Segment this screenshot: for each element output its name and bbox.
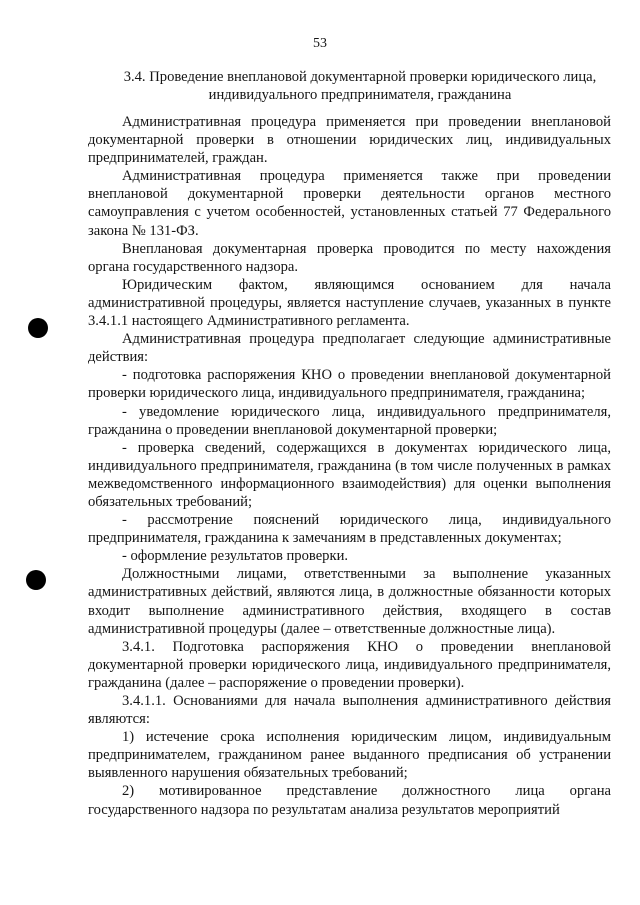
paragraph: Юридическим фактом, являющимся основанием для начала административной процедуры, является наступление случаев, указанных в пункте 3.4.1.1 настоящего Административного регламента. [88, 276, 611, 330]
paragraph: 3.4.1.1. Основаниями для начала выполнения административного действия являются: [88, 693, 611, 728]
section-heading: 3.4. Проведение внеплановой документарной проверки юридического лица, индивидуального предпринимателя, гражданина [123, 69, 597, 103]
paragraph: Внеплановая документарная проверка проводится по месту нахождения органа государственного надзора. [88, 240, 611, 275]
list-item: - рассмотрение пояснений юридического лица, индивидуального предпринимателя, гражданина к замечаниям в представленных документах; [88, 512, 611, 547]
body-text [88, 113, 611, 819]
list-item: - уведомление юридического лица, индивидуального предпринимателя, гражданина о проведении внеплановой документарной проверки; [88, 403, 611, 438]
list-item: - подготовка распоряжения КНО о проведении внеплановой документарной проверки юридического лица, индивидуального предпринимателя, гражданина; [88, 367, 611, 402]
paragraph: 3.4.1. Подготовка распоряжения КНО о проведении внеплановой документарной проверки юридического лица, индивидуального предпринимателя, гражданина (далее – распоряжение о проведении проверки). [88, 638, 611, 691]
paragraph: Административная процедура предполагает следующие административные действия: [88, 331, 611, 366]
list-item: - оформление результатов проверки. [122, 548, 349, 565]
list-item: 2) мотивированное представление должностного лица органа государственного надзора по результатам анализа результатов мероприятий [88, 783, 611, 818]
page-number: 53 [313, 36, 327, 51]
paragraph: Должностными лицами, ответственными за выполнение указанных административных действий, являются лица, в должностные обязанности которых входит выполнение административного действия, входящего в состав административной процедуры (далее – ответственные должностные лица). [88, 566, 611, 637]
punch-hole-mark [26, 570, 46, 590]
list-item: - проверка сведений, содержащихся в документах юридического лица, индивидуального предпринимателя, гражданина (в том числе полученных в рамках межведомственного информационного взаимодействия) для оценки выполнения обязательных требований; [88, 439, 611, 510]
list-item: 1) истечение срока исполнения юридическим лицом, индивидуальным предпринимателем, гражданином ранее выданного предписания об устранении выявленного нарушения обязательных требований; [88, 729, 611, 782]
punch-hole-mark [28, 318, 48, 338]
paragraph: Административная процедура применяется при проведении внеплановой документарной проверки в отношении юридических лиц, индивидуальных предпринимателей, граждан. [88, 114, 611, 167]
paragraph: Административная процедура применяется также при проведении внеплановой документарной проверки деятельности органов местного самоуправления с учетом особенностей, установленных статьей 77 Федерального закона № 131-ФЗ. [88, 168, 611, 239]
